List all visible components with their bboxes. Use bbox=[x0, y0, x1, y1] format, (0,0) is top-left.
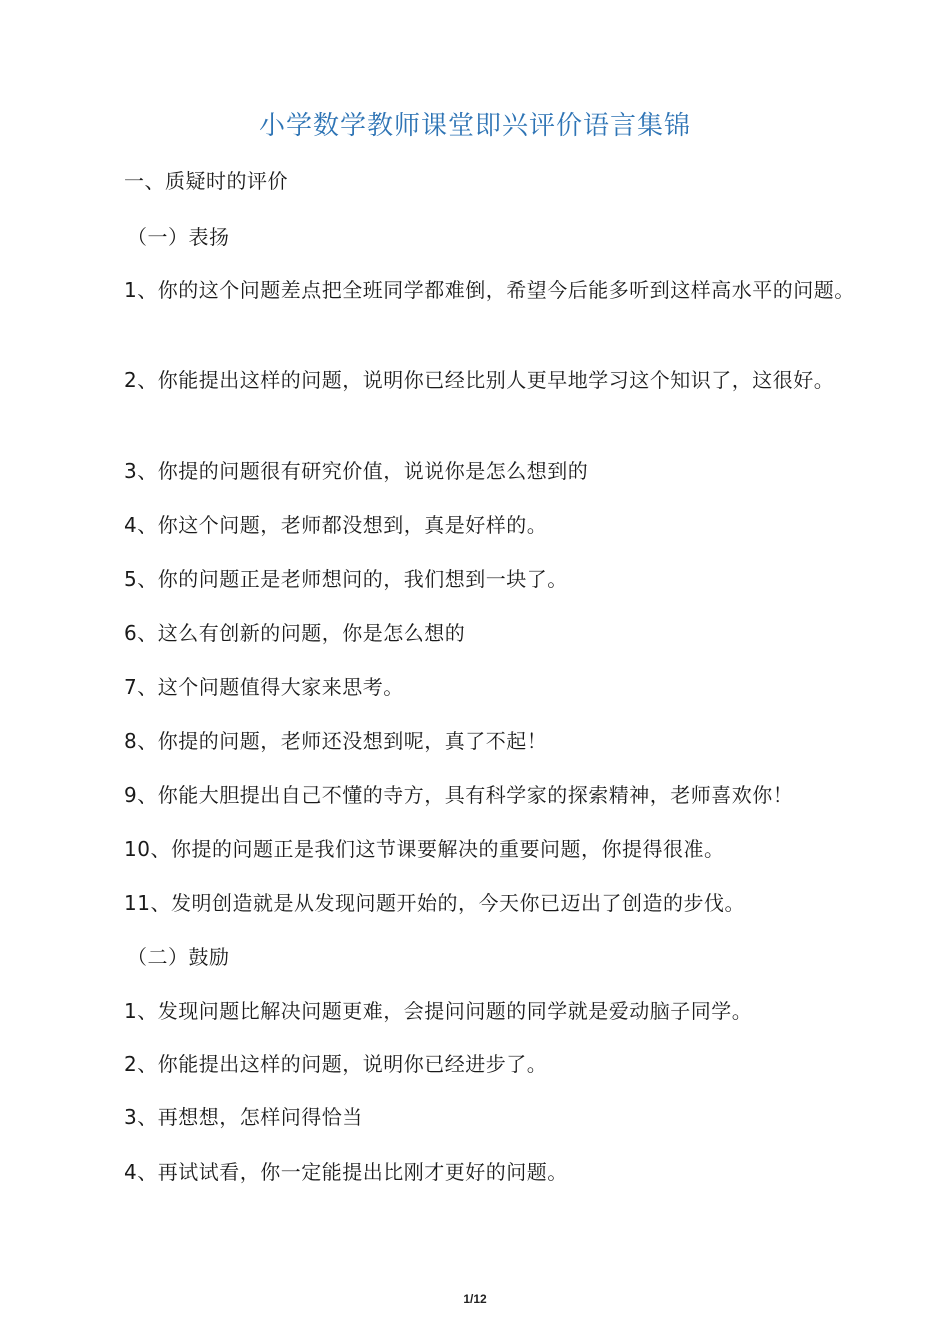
document-title: 小学数学教师课堂即兴评价语言集锦 bbox=[258, 111, 691, 141]
list-item: 1、你的这个问题差点把全班同学都难倒，希望今后能多听到这样高水平的问题。 bbox=[124, 278, 855, 302]
list-item: 10、你提的问题正是我们这节课要解决的重要问题，你提得很准。 bbox=[124, 837, 725, 861]
subsection-heading-encourage: （二）鼓励 bbox=[127, 945, 230, 969]
list-item: 2、你能提出这样的问题，说明你已经比别人更早地学习这个知识了，这很好。 bbox=[124, 368, 835, 392]
list-item: 6、这么有创新的问题，你是怎么想的 bbox=[124, 621, 466, 645]
list-item: 4、你这个问题，老师都没想到，真是好样的。 bbox=[124, 513, 548, 537]
list-item: 1、发现问题比解决问题更难，会提问问题的同学就是爱动脑子同学。 bbox=[124, 999, 753, 1023]
list-item: 4、再试试看，你一定能提出比刚才更好的问题。 bbox=[124, 1160, 568, 1184]
section-heading: 一、质疑时的评价 bbox=[124, 169, 288, 193]
list-item: 9、你能大胆提出自己不懂的寺方，具有科学家的探索精神，老师喜欢你！ bbox=[124, 783, 794, 807]
list-item: 2、你能提出这样的问题，说明你已经进步了。 bbox=[124, 1052, 548, 1076]
list-item: 8、你提的问题，老师还没想到呢，真了不起！ bbox=[124, 729, 548, 753]
subsection-heading-praise: （一）表扬 bbox=[127, 225, 230, 249]
list-item: 5、你的问题正是老师想问的，我们想到一块了。 bbox=[124, 567, 568, 591]
list-item: 7、这个问题值得大家来思考。 bbox=[124, 675, 404, 699]
list-item: 3、再想想，怎样问得恰当 bbox=[124, 1105, 363, 1129]
list-item: 11、发明创造就是从发现问题开始的，今天你已迈出了创造的步伐。 bbox=[124, 891, 745, 915]
page-number: 1/12 bbox=[463, 1292, 487, 1306]
list-item: 3、你提的问题很有研究价值，说说你是怎么想到的 bbox=[124, 459, 589, 483]
